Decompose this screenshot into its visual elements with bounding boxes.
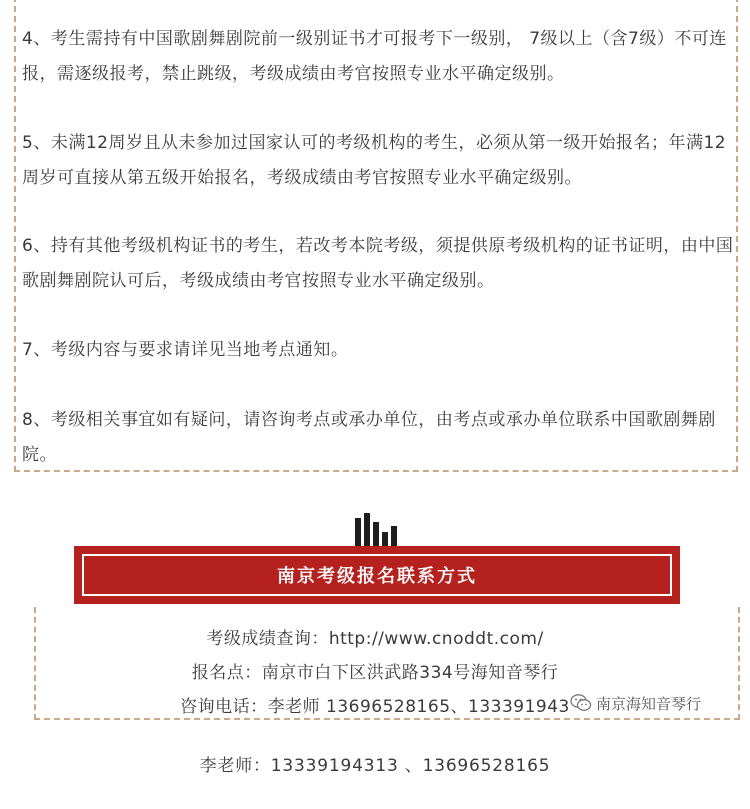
banner-frame [82,554,672,596]
section-banner [74,546,680,604]
rule-item-8: 8、考级相关事宜如有疑问，请咨询考点或承办单位，由考点或承办单位联系中国歌剧舞剧院。 [22,410,716,465]
wechat-icon [570,693,592,713]
banner-title: 南京考级报名联系方式 [277,566,477,587]
bars-decoration-icon [355,513,399,546]
watermark-text: 南京海知音琴行 [596,694,702,713]
teacher-phone-line: 李老师：13339194313 、13696528165 [199,756,551,776]
score-query-line: 考级成绩查询：http://www.cnoddt.com/ [206,629,544,649]
consult-phone-line: 咨询电话：李老师 13696528165、133391943 [180,697,570,717]
rule-item-7: 7、考级内容与要求请详见当地考点通知。 [22,340,349,360]
rule-item-6: 6、持有其他考级机构证书的考生，若改考本院考级，须提供原考级机构的证书证明，由中国歌剧舞剧院认可后，考级成绩由考官按照专业水平确定级别。 [22,236,734,291]
registration-address-line: 报名点：南京市白下区洪武路334号海知音琴行 [191,663,559,683]
rule-item-5: 5、未满12周岁且从未参加过国家认可的考级机构的考生，必须从第一级开始报名；年满12周岁可直接从第五级开始报名，考级成绩由考官按照专业水平确定级别。 [22,133,727,188]
rule-item-4: 4、考生需持有中国歌剧舞剧院前一级别证书才可报考下一级别， 7级以上（含7级）不可连报，需逐级报考，禁止跳级，考级成绩由考官按照专业水平确定级别。 [22,29,727,84]
watermark [570,690,701,716]
